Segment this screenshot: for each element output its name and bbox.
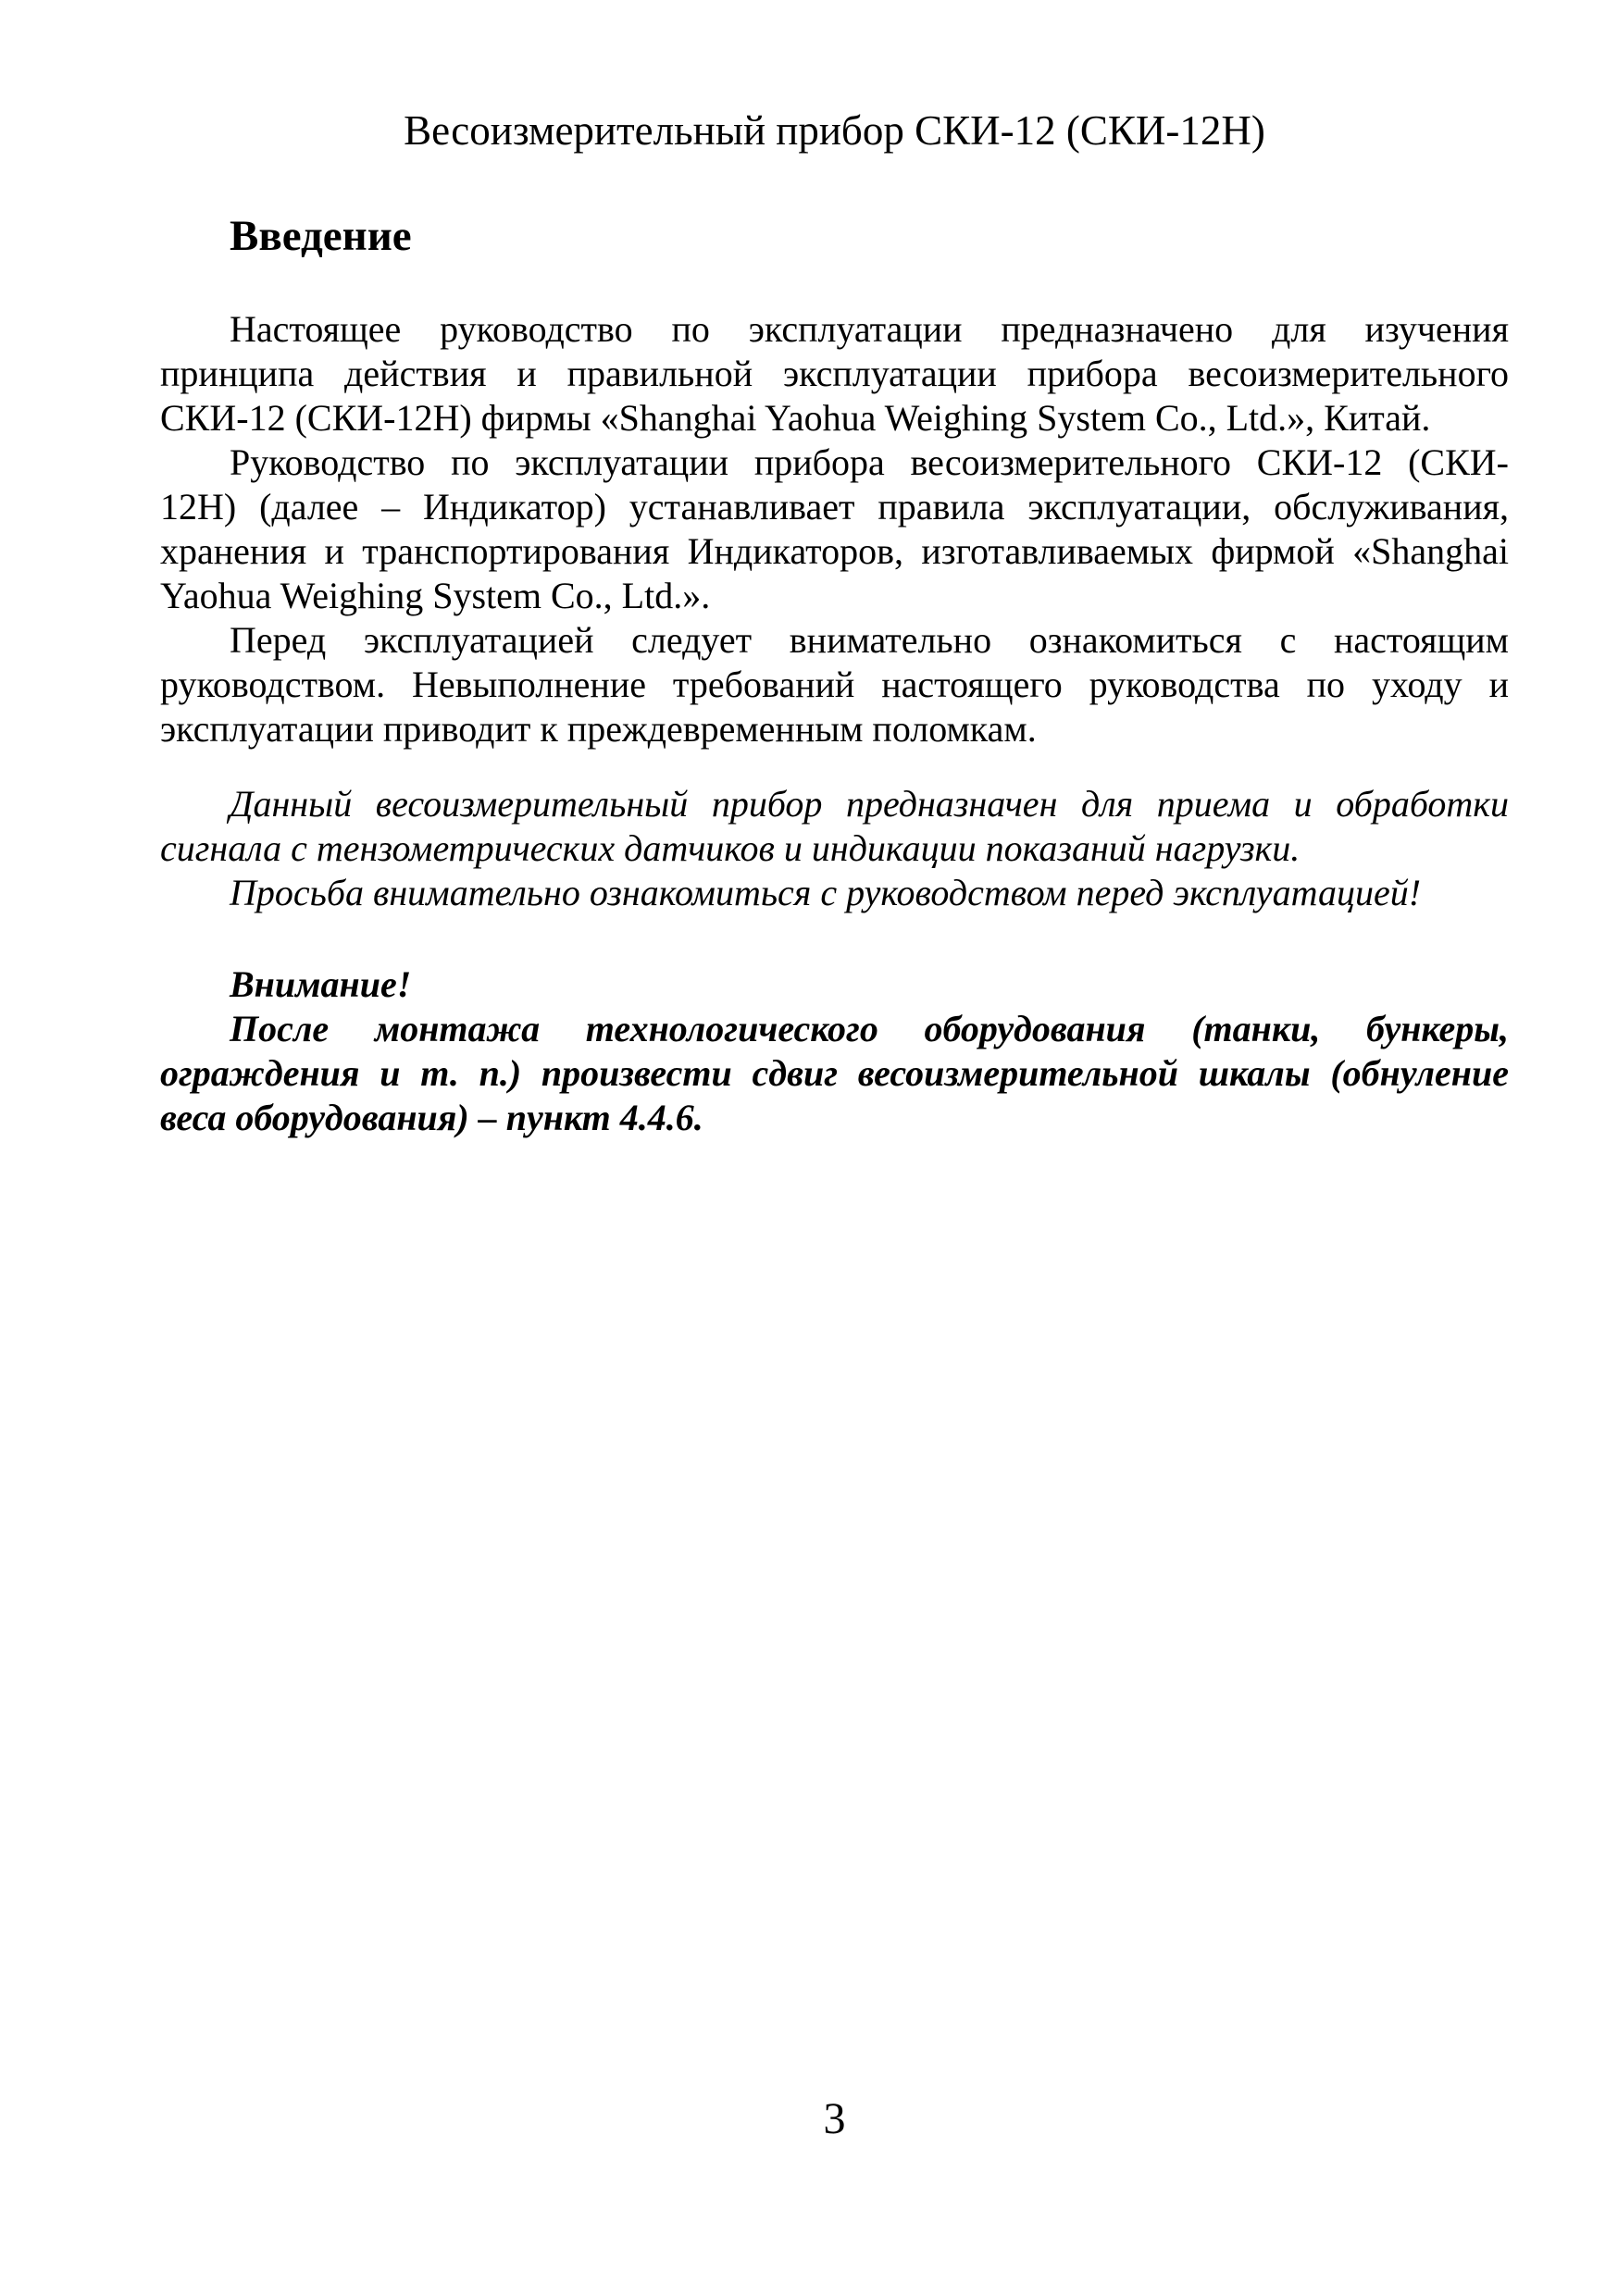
text-line: эксплуатации приводит к преждевременным поломкам.	[160, 708, 1037, 750]
paragraph-manual-rules	[160, 441, 1509, 618]
paragraph-request-italic	[160, 871, 1509, 915]
text-line: ограждения и т. п.) произвести сдвиг весоизмерительной шкалы (обнуление	[160, 1052, 1509, 1094]
attention-heading	[160, 962, 1509, 1007]
document-title: Весоизмерительный прибор СКИ-12 (СКИ-12Н)	[404, 107, 1265, 154]
text-line: После монтажа технологического оборудования (танки, бункеры,	[230, 1008, 1509, 1049]
page-content	[160, 108, 1509, 1140]
paragraph-purpose-italic	[160, 782, 1509, 871]
paragraph-scope	[160, 307, 1509, 441]
text-line: хранения и транспортирования Индикаторов, изготавливаемых фирмой «Shanghai	[160, 530, 1509, 572]
text-line: Данный весоизмерительный прибор предназначен для приема и обработки	[230, 783, 1509, 825]
section-heading-introduction: Введение	[230, 212, 412, 260]
text-line: Перед эксплуатацией следует внимательно ознакомиться с настоящим	[230, 619, 1509, 661]
text-line: Внимание!	[230, 963, 412, 1005]
paragraph-before-use	[160, 618, 1509, 751]
text-line: СКИ-12 (СКИ-12Н) фирмы «Shanghai Yaohua Weighing System Co., Ltd.», Китай.	[160, 397, 1431, 439]
text-line: принципа действия и правильной эксплуатации прибора весоизмерительного	[160, 353, 1509, 394]
text-line: сигнала с тензометрических датчиков и индикации показаний нагрузки.	[160, 827, 1301, 869]
text-line: руководством. Невыполнение требований настоящего руководства по уходу и	[160, 664, 1509, 705]
attention-paragraph	[160, 1007, 1509, 1140]
text-line: веса оборудования) – пункт 4.4.6.	[160, 1097, 703, 1138]
text-line: Yaohua Weighing System Co., Ltd.».	[160, 575, 711, 616]
text-line: Руководство по эксплуатации прибора весоизмерительного СКИ-12 (СКИ-	[230, 441, 1509, 483]
page-number: 3	[823, 2094, 846, 2143]
text-line: Настоящее руководство по эксплуатации предназначено для изучения	[230, 308, 1509, 350]
text-line: 12Н) (далее – Индикатор) устанавливает правила эксплуатации, обслуживания,	[160, 486, 1509, 527]
text-line: Просьба внимательно ознакомиться с руководством перед эксплуатацией!	[230, 872, 1422, 913]
